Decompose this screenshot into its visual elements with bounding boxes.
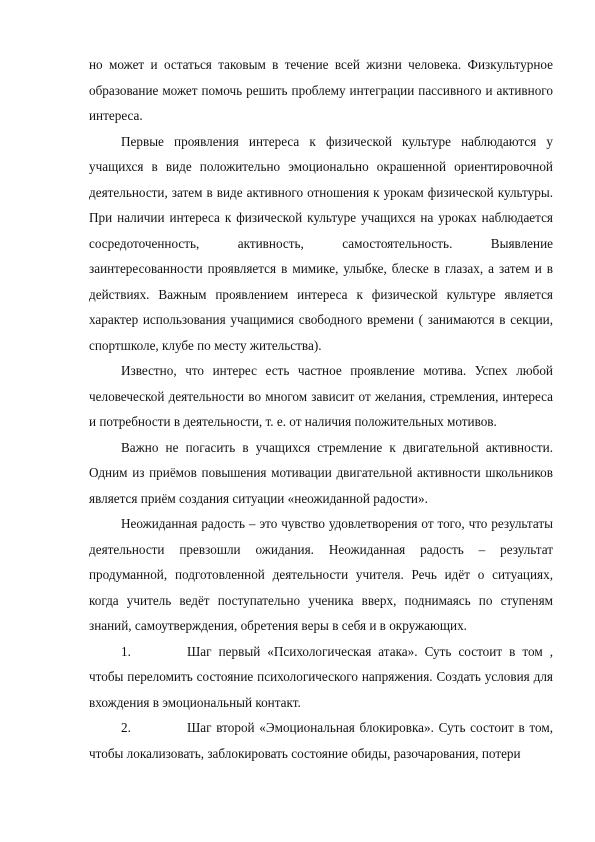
paragraph-5: Неожиданная радость – это чувство удовлетворения от того, что результаты деятельности превзошли ожидания. Неожиданная радость – результат продуманной, подготовленной деятельности учителя. Речь идёт о ситуациях, когда учитель ведёт поступательно ученика вверх, поднимаясь по ступеням знаний, самоутверждения, обретения веры в себя и в окружающих. (89, 516, 553, 633)
body-text (89, 52, 553, 766)
paragraph-2: Первые проявления интереса к физической культуре наблюдаются у учащихся в виде положительно эмоционально окрашенной ориентировочной деятельности, затем в виде активного отношения к урокам физической культуры. При наличии интереса к физической культуре учащихся на уроках наблюдается сосредоточенность, активность, самостоятельность. Выявление заинтересованности проявляется в мимике, улыбке, блеске в глазах, а затем и в действиях. Важным проявлением интереса к физической культуре является характер использования учащимися свободного времени ( занимаются в секции, спортшколе, клубе по месту жительства). (89, 133, 553, 353)
list-number-1: 1. (121, 643, 131, 659)
list-item-2 (89, 715, 553, 766)
list-text-1: Шаг первый «Психологическая атака». Суть состоит в том , чтобы переломить состояние психологического напряжения. Создать условия для вхождения в эмоциональный контакт. (89, 643, 553, 710)
list-number-2: 2. (121, 720, 131, 735)
list-text-2: Шаг второй «Эмоциональная блокировка». Суть состоит в том, чтобы локализовать, заблокировать состояние обиды, разочарования, потери (89, 720, 553, 761)
paragraph-3: Известно, что интерес есть частное проявление мотива. Успех любой человеческой деятельности во многом зависит от желания, стремления, интереса и потребности в деятельности, т. е. от наличия положительных мотивов. (89, 363, 553, 429)
list-item-1 (89, 639, 553, 716)
paragraph-1: но может и остаться таковым в течение всей жизни человека. Физкультурное образование может помочь решить проблему интеграции пассивного и активного интереса. (89, 57, 553, 123)
paragraph-4: Важно не погасить в учащихся стремление к двигательной активности. Одним из приёмов повышения мотивации двигательной активности школьников является приём создания ситуации «неожиданной радости». (89, 439, 553, 506)
